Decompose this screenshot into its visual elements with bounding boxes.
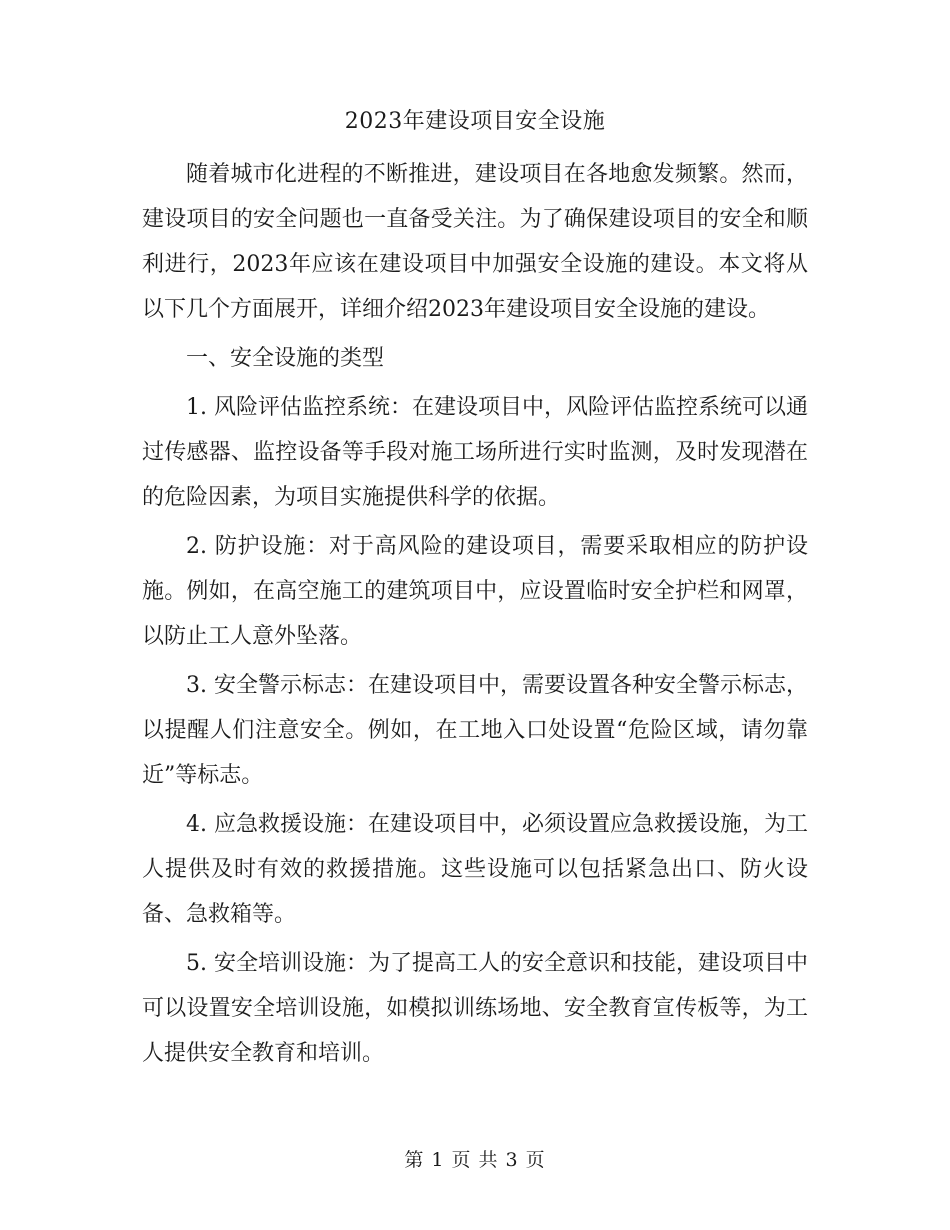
- document-title: 2023年建设项目安全设施: [344, 109, 606, 134]
- document-body: [142, 152, 808, 1080]
- list-item-safety-training: 5. 安全培训设施：为了提高工人的安全意识和技能，建设项目中可以设置安全培训设施，如模拟训练场地、安全教育宣传板等，为工人提供安全教育和培训。: [142, 951, 808, 1066]
- list-item-emergency-rescue: 4. 应急救援设施：在建设项目中，必须设置应急救援设施，为工人提供及时有效的救援措施。这些设施可以包括紧急出口、防火设备、急救箱等。: [142, 812, 808, 927]
- intro-paragraph: 随着城市化进程的不断推进，建设项目在各地愈发频繁。然而，建设项目的安全问题也一直备受关注。为了确保建设项目的安全和顺利进行，2023年应该在建设项目中加强安全设施的建设。本文将从以下几个方面展开，详细介绍2023年建设项目安全设施的建设。: [142, 162, 808, 322]
- list-item-protection: 2. 防护设施：对于高风险的建设项目，需要采取相应的防护设施。例如，在高空施工的建筑项目中，应设置临时安全护栏和网罩，以防止工人意外坠落。: [142, 534, 808, 649]
- page-number: 第 1 页 共 3 页: [404, 1149, 546, 1171]
- list-item-risk-monitoring: 1. 风险评估监控系统：在建设项目中，风险评估监控系统可以通过传感器、监控设备等手段对施工场所进行实时监测，及时发现潜在的危险因素，为项目实施提供科学的依据。: [142, 395, 808, 510]
- section-heading: 一、安全设施的类型: [186, 346, 385, 371]
- list-item-warning-signs: 3. 安全警示标志：在建设项目中，需要设置各种安全警示标志，以提醒人们注意安全。例如，在工地入口处设置“危险区域，请勿靠近”等标志。: [142, 673, 808, 788]
